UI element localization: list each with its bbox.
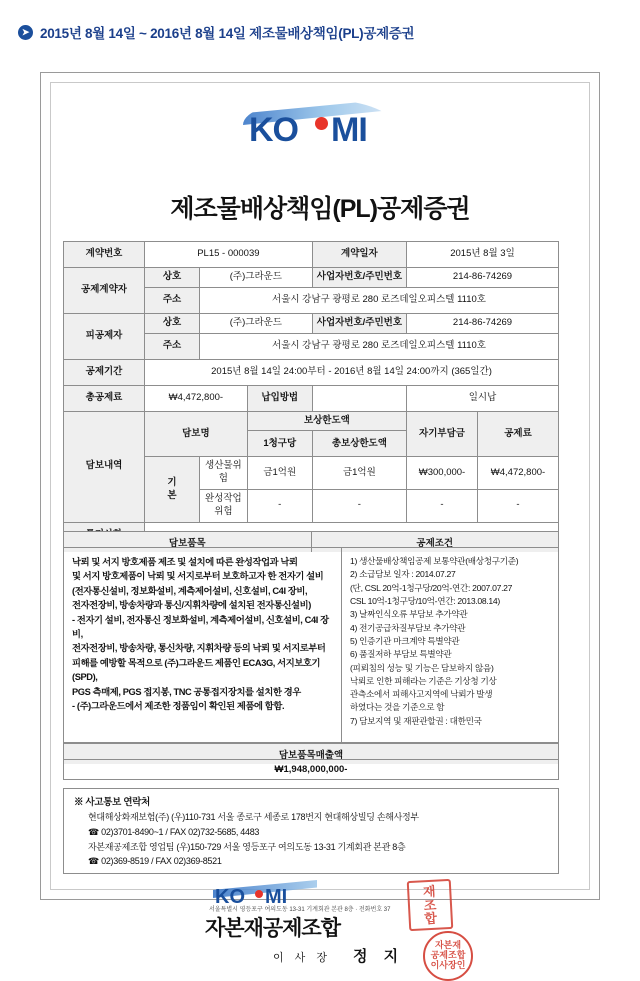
conditions-text-block bbox=[342, 548, 558, 742]
komi-logo bbox=[41, 97, 599, 157]
pay-method-value: 일시납 bbox=[407, 385, 559, 411]
logo-ko-text: KO bbox=[249, 111, 298, 149]
phone-icon: ☎ bbox=[88, 826, 99, 837]
total-fee-label: 총공제료 bbox=[64, 385, 145, 411]
table-row bbox=[64, 411, 559, 431]
logo-dot-icon bbox=[315, 117, 328, 130]
contact-line-3: 자본재공제조합 영업팀 (우)150-729 서울 영등포구 여의도동 13-31 기계회관 본관 8층 bbox=[88, 841, 406, 852]
conditions-line: 1) 생산물배상책임공제 보통약관(배상청구기준) bbox=[350, 556, 519, 566]
footer-logo-mi: MI bbox=[265, 886, 288, 908]
table-row bbox=[64, 242, 559, 268]
addr-label-2: 주소 bbox=[145, 333, 200, 359]
coverage-1-aggregate: 금1억원 bbox=[312, 457, 406, 490]
items-line: 전자전장비, 방송차량과 통신/지휘차량에 설치된 전자통신설비) bbox=[72, 600, 311, 611]
items-text-block bbox=[64, 548, 342, 742]
pay-method-label: 납입방법 bbox=[247, 385, 312, 411]
contact-box bbox=[63, 788, 559, 874]
sales-value: ₩1,948,000,000- bbox=[63, 759, 559, 780]
contract-date-label: 계약일자 bbox=[312, 242, 406, 268]
items-line: - 전자기 설비, 전자통신 정보화설비, 계측제어설비, 신호설비, C4I 장비, bbox=[72, 614, 329, 640]
table-row bbox=[64, 385, 559, 411]
coverage-conditions-body bbox=[63, 547, 559, 743]
footer-org-name: 자본재공제조합 bbox=[205, 917, 341, 940]
items-line: - (주)그라운드에서 제조한 정품임이 확인된 제품에 함함. bbox=[72, 701, 285, 712]
items-line: 피해를 예방할 목적으로 (주)그라운드 제품인 ECA3G, 서지보호기(SPD), bbox=[72, 657, 321, 683]
headline-text: 2015년 8월 14일 ~ 2016년 8월 14일 제조물배상책임(PL)공제증권 bbox=[40, 26, 415, 41]
period-label: 공제기간 bbox=[64, 359, 145, 385]
insured-addr-value: 서울시 강남구 광평로 280 로즈데일오피스텔 1110호 bbox=[200, 333, 559, 359]
footer-address: 서울특별시 영등포구 여의도동 13-31 기계회관 본관 8층 · 전화번호 37 bbox=[209, 907, 391, 913]
conditions-line: 하였다는 것을 기준으로 함 bbox=[350, 702, 445, 713]
conditions-line: (단, CSL 20억-1청구당/20억-연간: 2007.07.27 bbox=[350, 582, 513, 593]
contractor-company-value: (주)그라운드 bbox=[200, 268, 313, 288]
company-label-2: 상호 bbox=[145, 313, 200, 333]
conditions-line: 2) 소급담보 일자 : 2014.07.27 bbox=[350, 569, 456, 580]
conditions-line: 6) 품질저하 부담보 특별약관 bbox=[350, 649, 452, 660]
coverage-2-aggregate: - bbox=[312, 490, 406, 523]
contractor-label: 공제계약자 bbox=[64, 268, 145, 314]
bizno-label-1: 사업자번호/주민번호 bbox=[312, 268, 406, 288]
coverage-1-per-claim: 금1억원 bbox=[247, 457, 312, 490]
insured-label: 피공제자 bbox=[64, 313, 145, 359]
coverage-name-label: 담보명 bbox=[145, 411, 248, 457]
certificate-title: 제조물배상책임(PL)공제증권 bbox=[170, 195, 470, 223]
coverage-2-fee: - bbox=[478, 490, 559, 523]
coverage-2-deductible: - bbox=[407, 490, 478, 523]
contract-date-value: 2015년 8월 3일 bbox=[407, 242, 559, 268]
bizno-label-2: 사업자번호/주민번호 bbox=[312, 313, 406, 333]
conditions-line: 7) 담보지역 및 재판관할권 : 대한민국 bbox=[350, 715, 482, 726]
footer-sign-name: 정 지 bbox=[353, 948, 405, 965]
coverage-2-name: 완성작업위험 bbox=[200, 490, 248, 523]
items-line: 전자전장비, 방송차량, 통신차량, 지휘차량 등의 낙뢰 및 서지로부터 bbox=[72, 643, 326, 654]
conditions-line: 5) 인증기관 마크계약 특별약관 bbox=[350, 635, 460, 646]
insured-company-value: (주)그라운드 bbox=[200, 313, 313, 333]
contact-phone-2: 02)369-8519 / FAX 02)369-8521 bbox=[101, 856, 222, 867]
company-label-1: 상호 bbox=[145, 268, 200, 288]
arrow-circle-icon: ➤ bbox=[18, 25, 33, 40]
items-line: (전자통신설비, 정보화설비, 계측제어설비, 신호설비, C4I 장비, bbox=[72, 585, 308, 596]
contractor-addr-value: 서울시 강남구 광평로 280 로즈데일오피스텔 1110호 bbox=[200, 287, 559, 313]
coverage-2-per-claim: - bbox=[247, 490, 312, 523]
conditions-line: 낙뢰로 인한 피해라는 기준은 기상청 기상 bbox=[350, 675, 497, 686]
limit-label: 보상한도액 bbox=[247, 411, 406, 431]
pay-method-blank bbox=[312, 385, 406, 411]
footer-komi-logo bbox=[209, 879, 329, 908]
page-headline bbox=[18, 22, 414, 42]
items-line: PGS 측매제, PGS 접지봉, TNC 공통접지장치를 설치한 경우 bbox=[72, 686, 301, 697]
footer-sign-label: 이 사 장 bbox=[273, 952, 331, 964]
contact-line-1: 현대해상화재보험(주) (우)110-731 서울 종로구 세종로 178번지 현대해상빌딩 손해사정부 bbox=[88, 812, 419, 823]
contact-line-2 bbox=[74, 825, 548, 840]
logo-mi-text: MI bbox=[331, 111, 367, 149]
items-line: 및 서지 방호제품이 낙뢰 및 서지로부터 보호하고자 한 전자기 설비 bbox=[72, 571, 324, 582]
limit-aggregate-label: 총보상한도액 bbox=[312, 431, 406, 457]
logo-dot-icon bbox=[255, 890, 263, 898]
insured-bizno-value: 214-86-74269 bbox=[407, 313, 559, 333]
contact-phone-1: 02)3701-8490~1 / FAX 02)732-5685, 4483 bbox=[101, 826, 260, 837]
coverage-1-deductible: ₩300,000- bbox=[407, 457, 478, 490]
total-fee-value: ₩4,472,800- bbox=[145, 385, 248, 411]
conditions-header: 공제조건 bbox=[312, 532, 559, 552]
contact-title-row bbox=[74, 795, 548, 810]
table-row bbox=[64, 268, 559, 288]
contract-no-label: 계약번호 bbox=[64, 242, 145, 268]
limit-per-claim-label: 1청구당 bbox=[247, 431, 312, 457]
conditions-line: 관측소에서 피해사고지역에 낙뢰가 발생 bbox=[350, 689, 493, 700]
certificate-frame bbox=[40, 72, 600, 970]
red-seal-stamp-icon: 재 조 합 bbox=[407, 879, 454, 931]
period-value: 2015년 8월 14일 24:00부터 - 2016년 8월 14일 24:00까지 (365일간) bbox=[145, 359, 559, 385]
items-header: 담보품목 bbox=[64, 532, 312, 552]
footer-logo-ko: KO bbox=[215, 886, 245, 908]
conditions-line: 4) 전기공급차질부담보 추가약관 bbox=[350, 622, 466, 633]
asterisk-icon: ※ bbox=[74, 797, 84, 808]
contractor-bizno-value: 214-86-74269 bbox=[407, 268, 559, 288]
table-row bbox=[64, 359, 559, 385]
contract-no-value: PL15 - 000039 bbox=[145, 242, 313, 268]
phone-icon: ☎ bbox=[88, 856, 99, 867]
sales-header: 담보품목매출액 bbox=[63, 743, 559, 764]
contact-title: 사고통보 연락처 bbox=[85, 797, 151, 808]
certificate-main-table bbox=[63, 241, 559, 549]
fee-label: 공제료 bbox=[478, 411, 559, 457]
coverage-1-name: 생산물위험 bbox=[200, 457, 248, 490]
conditions-line: 3) 날짜인식오류 부담보 추가약관 bbox=[350, 609, 468, 620]
coverage-1-fee: ₩4,472,800- bbox=[478, 457, 559, 490]
items-line: 낙뢰 및 서지 방호제품 제조 및 설치에 따른 완성작업과 낙뢰 bbox=[72, 557, 298, 567]
basic-label: 기 본 bbox=[145, 457, 200, 522]
footer-signature-area bbox=[63, 879, 559, 970]
coverage-label: 담보내역 bbox=[64, 411, 145, 522]
conditions-line: CSL 10억-1청구당/10억-연간: 2013.08.14) bbox=[350, 595, 500, 606]
deductible-label: 자기부담금 bbox=[407, 411, 478, 457]
conditions-line: (피뢰침의 성능 및 기능은 담보하지 않음) bbox=[350, 662, 494, 673]
table-row bbox=[64, 313, 559, 333]
round-seal-stamp-icon: 자본재 공제조합 이사장인 bbox=[423, 931, 473, 981]
addr-label-1: 주소 bbox=[145, 287, 200, 313]
contact-line-4 bbox=[74, 854, 548, 869]
